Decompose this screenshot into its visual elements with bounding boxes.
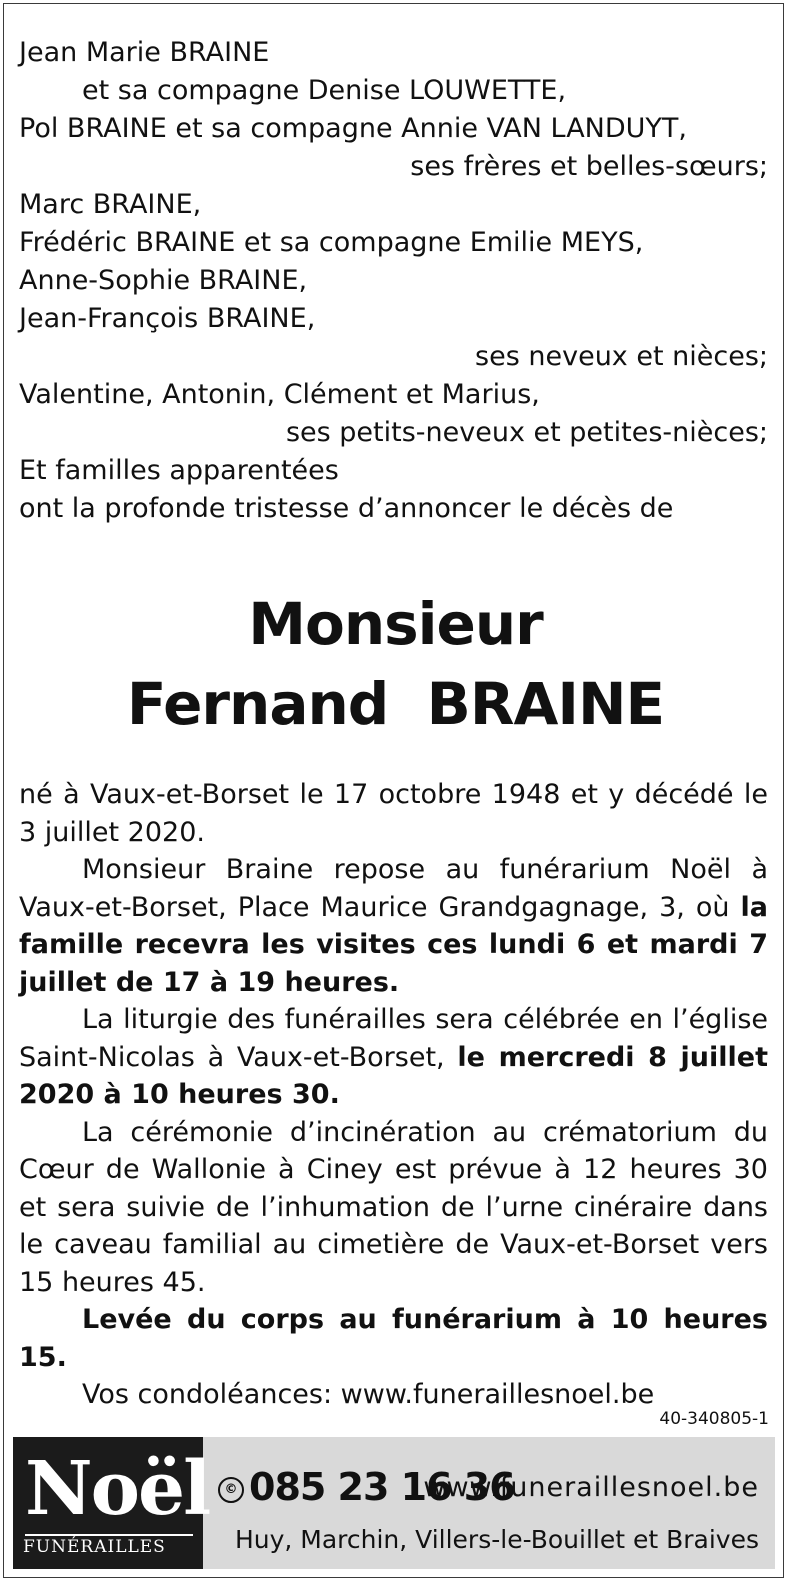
- funeral-home-banner: [13, 1437, 775, 1569]
- logo-divider: [25, 1534, 193, 1536]
- deceased-name: Fernand BRAINE: [126, 670, 665, 738]
- cremation-paragraph: La cérémonie d’incinération au crématorium du Cœur de Wallonie à Ciney est prévue à 12 heures 30 et sera suivie de l’inhumation de l’urne cinéraire dans le caveau familial au cimetière de Vaux-et-Borset vers 15 heures 45.: [19, 1116, 768, 1298]
- family-relation: ses petits-neveux et petites-nièces;: [285, 417, 768, 448]
- visits-text: la famille recevra les visites ces lundi 6 et mardi 7 juillet de 17 à 19 heures.: [19, 891, 768, 998]
- notice-body: [19, 776, 768, 1414]
- logo-subtitle: FUNÉRAILLES: [23, 1537, 166, 1557]
- levee-text: Levée du corps au funérarium à 10 heures 15.: [19, 1304, 768, 1373]
- family-line: Frédéric BRAINE et sa compagne Emilie MEYS,: [19, 227, 644, 258]
- reference-number: 40-340805-1: [659, 1409, 769, 1429]
- family-line: Pol BRAINE et sa compagne Annie VAN LANDUYT,: [19, 113, 687, 144]
- levee-paragraph: [19, 1301, 768, 1376]
- funeral-home-logo: [13, 1437, 210, 1569]
- family-line: Anne-Sophie BRAINE,: [19, 265, 308, 296]
- birth-death-paragraph: né à Vaux-et-Borset le 17 octobre 1948 et y décédé le 3 juillet 2020.: [19, 779, 768, 848]
- family-list: [19, 34, 768, 528]
- family-line: et sa compagne Denise LOUWETTE,: [82, 75, 567, 106]
- liturgy-paragraph: [19, 1001, 768, 1114]
- liturgy-date: le mercredi 8 juillet 2020 à 10 heures 30.: [19, 1041, 768, 1110]
- announcement-line: ont la profonde tristesse d’annoncer le décès de: [19, 493, 674, 524]
- condolences-paragraph: Vos condoléances: www.funeraillesnoel.be: [82, 1379, 655, 1410]
- logo-word: Noël: [25, 1446, 210, 1532]
- phone-icon: ©: [218, 1477, 244, 1503]
- family-relation: ses frères et belles-sœurs;: [410, 151, 768, 182]
- family-line: Valentine, Antonin, Clément et Marius,: [19, 379, 540, 410]
- deceased-title: Monsieur: [248, 590, 543, 658]
- repose-text: Monsieur Braine repose au funérarium Noël à Vaux-et-Borset, Place Maurice Grandgagnage, 3, où: [19, 854, 768, 923]
- website-link[interactable]: www.funeraillesnoel.be: [423, 1472, 759, 1503]
- service-locations: Huy, Marchin, Villers-le-Bouillet et Braives: [234, 1525, 759, 1554]
- family-line: Jean-François BRAINE,: [19, 303, 316, 334]
- family-line: Jean Marie BRAINE: [19, 37, 270, 68]
- phone-number: 085 23 16 36: [249, 1465, 515, 1509]
- family-relation: ses neveux et nièces;: [475, 341, 768, 372]
- family-line: Marc BRAINE,: [19, 189, 202, 220]
- deceased-heading: [0, 584, 791, 744]
- family-line: Et familles apparentées: [19, 455, 339, 486]
- liturgy-text: La liturgie des funérailles sera célébrée en l’église Saint-Nicolas à Vaux-et-Borset,: [19, 1004, 768, 1073]
- repose-paragraph: [19, 851, 768, 1001]
